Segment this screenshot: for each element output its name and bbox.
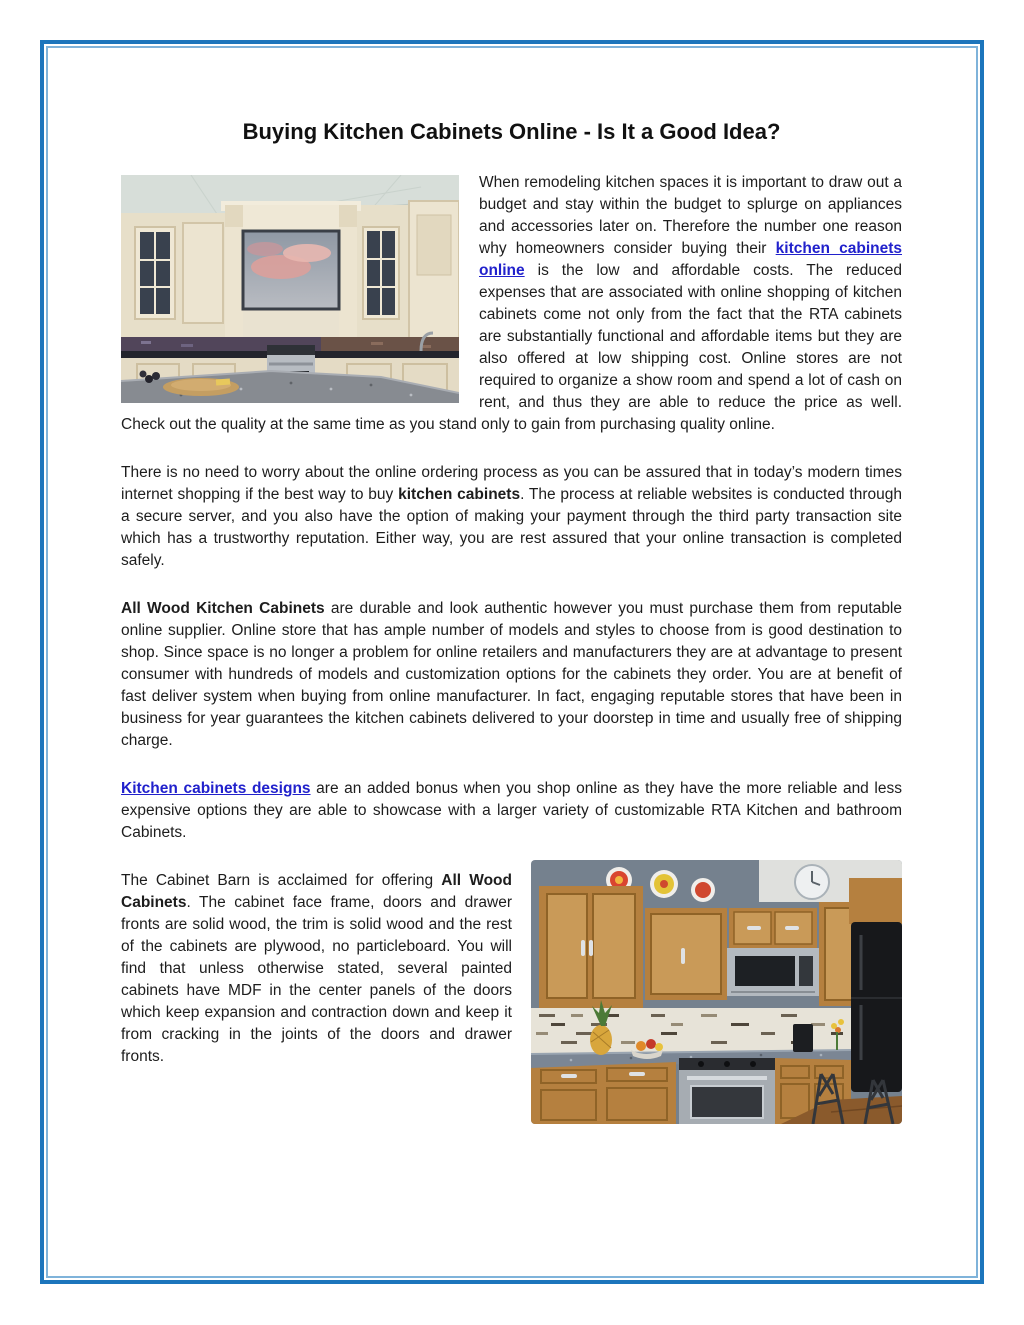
paragraph-all-wood-text: are durable and look authentic however you must purchase them from reputable online supplier. Online store that has ample number of models and styles to choose from is good destination to shop. Since space is no longer a problem for online retailers and manufacturers they are at advantage to present consumer with hundreds of models and customization options for the cabinets they order. You are at benefit of fast deliver system when buying from online manufacturer. In fact, engaging reputable stores that have been in business for year guarantees the kitchen cabinets delivered to your doorstep in time and usually free of shipping charge. (121, 600, 902, 749)
oak-kitchen-photo (531, 860, 902, 1124)
paragraph-intro-text-post: is the low and affordable costs. The reduced expenses that are associated with online shopping of kitchen cabinets come not only from the fact that the RTA cabinets are substantially functional and affordable items but they are also offered at low shipping cost. Online stores are not required to organize a show room and spend a lot of cash on rent, and thus they are able to reduce the price as well. Check out the quality at the same time as you stand only to gain from purchasing quality online. (121, 262, 902, 433)
paragraph-intro (121, 172, 902, 436)
paragraph-ordering-text-pre: There is no need to worry about the online ordering process as you can be assured that in today’s modern times internet shopping if the best way to buy (121, 464, 902, 503)
all-wood-kitchen-cabinets-bold: All Wood Kitchen Cabinets (121, 600, 325, 617)
document-content (121, 118, 902, 1124)
paragraph-cabinet-barn-text-post: . The cabinet face frame, doors and drawer fronts are solid wood, the trim is solid wood and the rest of the cabinets are plywood, no particleboard. You will find that unless otherwise stated, several painted cabinets have MDF in the center panels of the doors which keep expansion and contraction down and keep it from cracking in the joints of the doors and drawer fronts. (121, 894, 512, 1065)
kitchen-cabinets-bold: kitchen cabinets (398, 486, 521, 503)
paragraph-designs-text: are an added bonus when you shop online as they have the more reliable and less expensive options they are able to showcase with a larger variety of customizable RTA Kitchen and bathroom Cabinets. (121, 780, 902, 841)
paragraph-cabinet-barn (121, 870, 902, 1068)
all-wood-cabinets-bold: All Wood Cabinets (121, 872, 512, 911)
paragraph-intro-text-pre: When remodeling kitchen spaces it is important to draw out a budget and stay within the budget to splurge on appliances and accessories later on. Therefore the number one reason why homeowners consider buying their (479, 174, 902, 257)
paragraph-ordering-text-post: . The process at reliable websites is conducted through a secure server, and you also have the option of making your payment through the third party transaction site which has a trustworthy reputation. Either way, you are rest assured that your online transaction is completed safely. (121, 486, 902, 569)
paragraph-all-wood (121, 598, 902, 752)
paragraph-cabinet-barn-text-pre: The Cabinet Barn is acclaimed for offering (121, 872, 442, 889)
cream-kitchen-photo (121, 175, 459, 403)
page-title: Buying Kitchen Cabinets Online - Is It a Good Idea? (242, 119, 781, 144)
kitchen-cabinets-online-link[interactable]: kitchen cabinets online (479, 240, 902, 279)
paragraph-ordering-process (121, 462, 902, 572)
kitchen-cabinets-designs-link[interactable]: Kitchen cabinets designs (121, 780, 311, 797)
paragraph-designs (121, 778, 902, 844)
